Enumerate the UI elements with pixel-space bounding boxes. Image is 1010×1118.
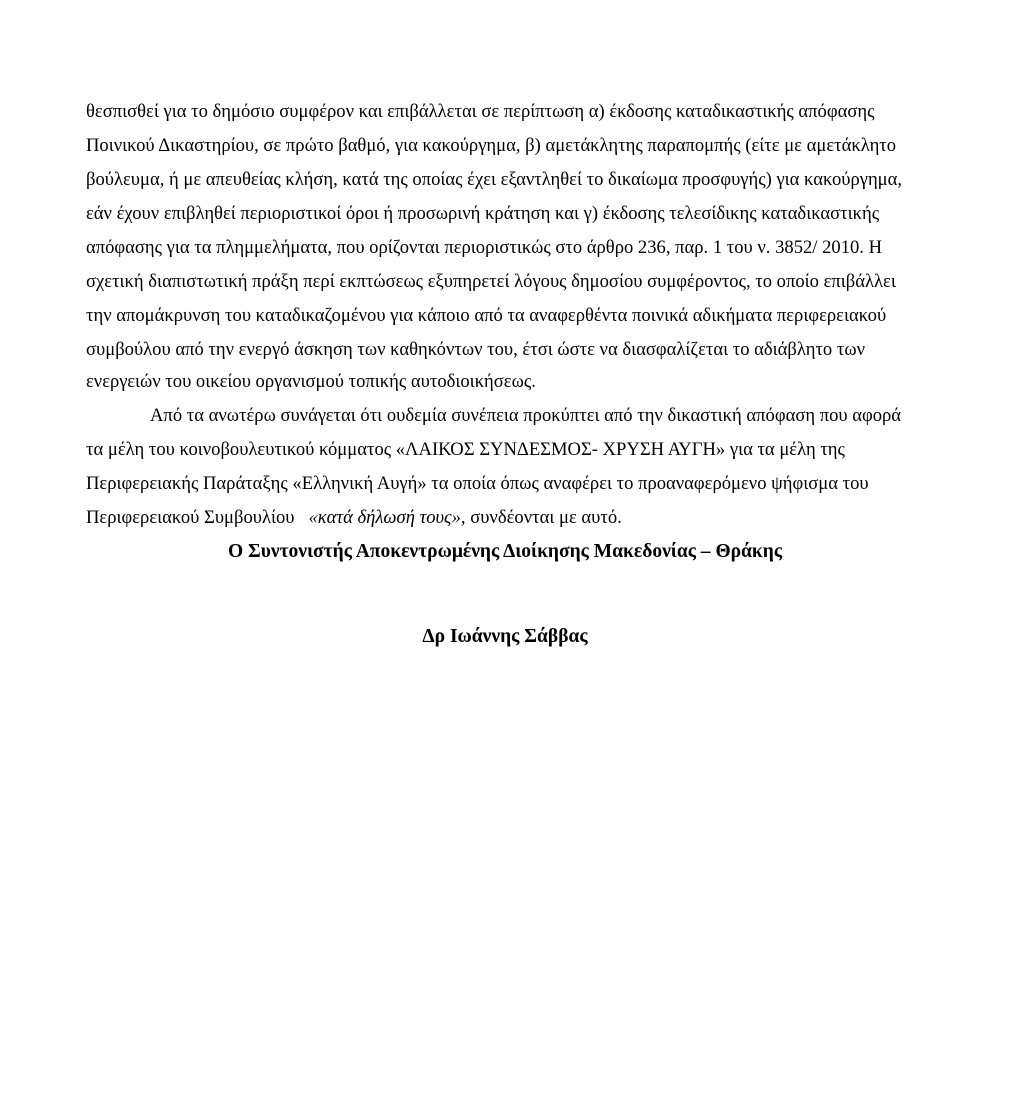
text-segment: Περιφερειακού Συμβουλίου: [86, 507, 309, 528]
text-line: συμβούλου από την ενεργό άσκηση των καθηκόντων του, έτσι ώστε να διασφαλίζεται το αδιάβλητο των: [86, 339, 865, 360]
text-line: Ποινικού Δικαστηρίου, σε πρώτο βαθμό, για κακούργημα, β) αμετάκλητης παραπομπής (είτε με αμετάκλητο: [86, 135, 897, 156]
text-line: Από τα ανωτέρω συνάγεται ότι ουδεμία συνέπεια προκύπτει από την δικαστική απόφαση που αφορά: [150, 405, 902, 426]
text-line: ενεργειών του οικείου οργανισμού τοπικής αυτοδιοικήσεως.: [86, 371, 536, 392]
text-line: απόφασης για τα πλημμελήματα, που ορίζονται περιοριστικώς στο άρθρο 236, παρ. 1 του ν. 3852/ 2010. Η: [86, 237, 883, 258]
signatory-name: Δρ Ιωάννης Σάββας: [422, 626, 588, 647]
text-line: θεσπισθεί για το δημόσιο συμφέρον και επιβάλλεται σε περίπτωση α) έκδοσης καταδικαστικής απόφασης: [86, 101, 875, 122]
text-line: βούλευμα, ή με απευθείας κλήση, κατά της οποίας έχει εξαντληθεί το δικαίωμα προσφυγής) για κακούργημα,: [86, 169, 903, 190]
text-line: σχετική διαπιστωτική πράξη περί εκπτώσεως εξυπηρετεί λόγους δημοσίου συμφέροντος, το οποίο επιβάλλει: [86, 271, 896, 292]
text-line: [86, 507, 952, 529]
signatory-title: Ο Συντονιστής Αποκεντρωμένης Διοίκησης Μακεδονίας – Θράκης: [227, 541, 783, 562]
text-segment: , συνδέονται με αυτό.: [460, 507, 622, 528]
italic-quote: «κατά δήλωσή τους»: [308, 507, 461, 528]
text-line: εάν έχουν επιβληθεί περιοριστικοί όροι ή προσωρινή κράτηση και γ) έκδοσης τελεσίδικης καταδικαστικής: [86, 203, 880, 224]
text-line: Περιφερειακής Παράταξης «Ελληνική Αυγή» τα οποία όπως αναφέρει το προαναφερόμενο ψήφισμα του: [86, 473, 869, 494]
text-line: την απομάκρυνση του καταδικαζομένου για κάποιο από τα αναφερθέντα ποινικά αδικήματα περιφερειακού: [86, 305, 887, 326]
text-line: τα μέλη του κοινοβουλευτικού κόμματος «ΛΑΙΚΟΣ ΣΥΝΔΕΣΜΟΣ- ΧΡΥΣΗ ΑΥΓΗ» για τα μέλη της: [86, 439, 845, 460]
